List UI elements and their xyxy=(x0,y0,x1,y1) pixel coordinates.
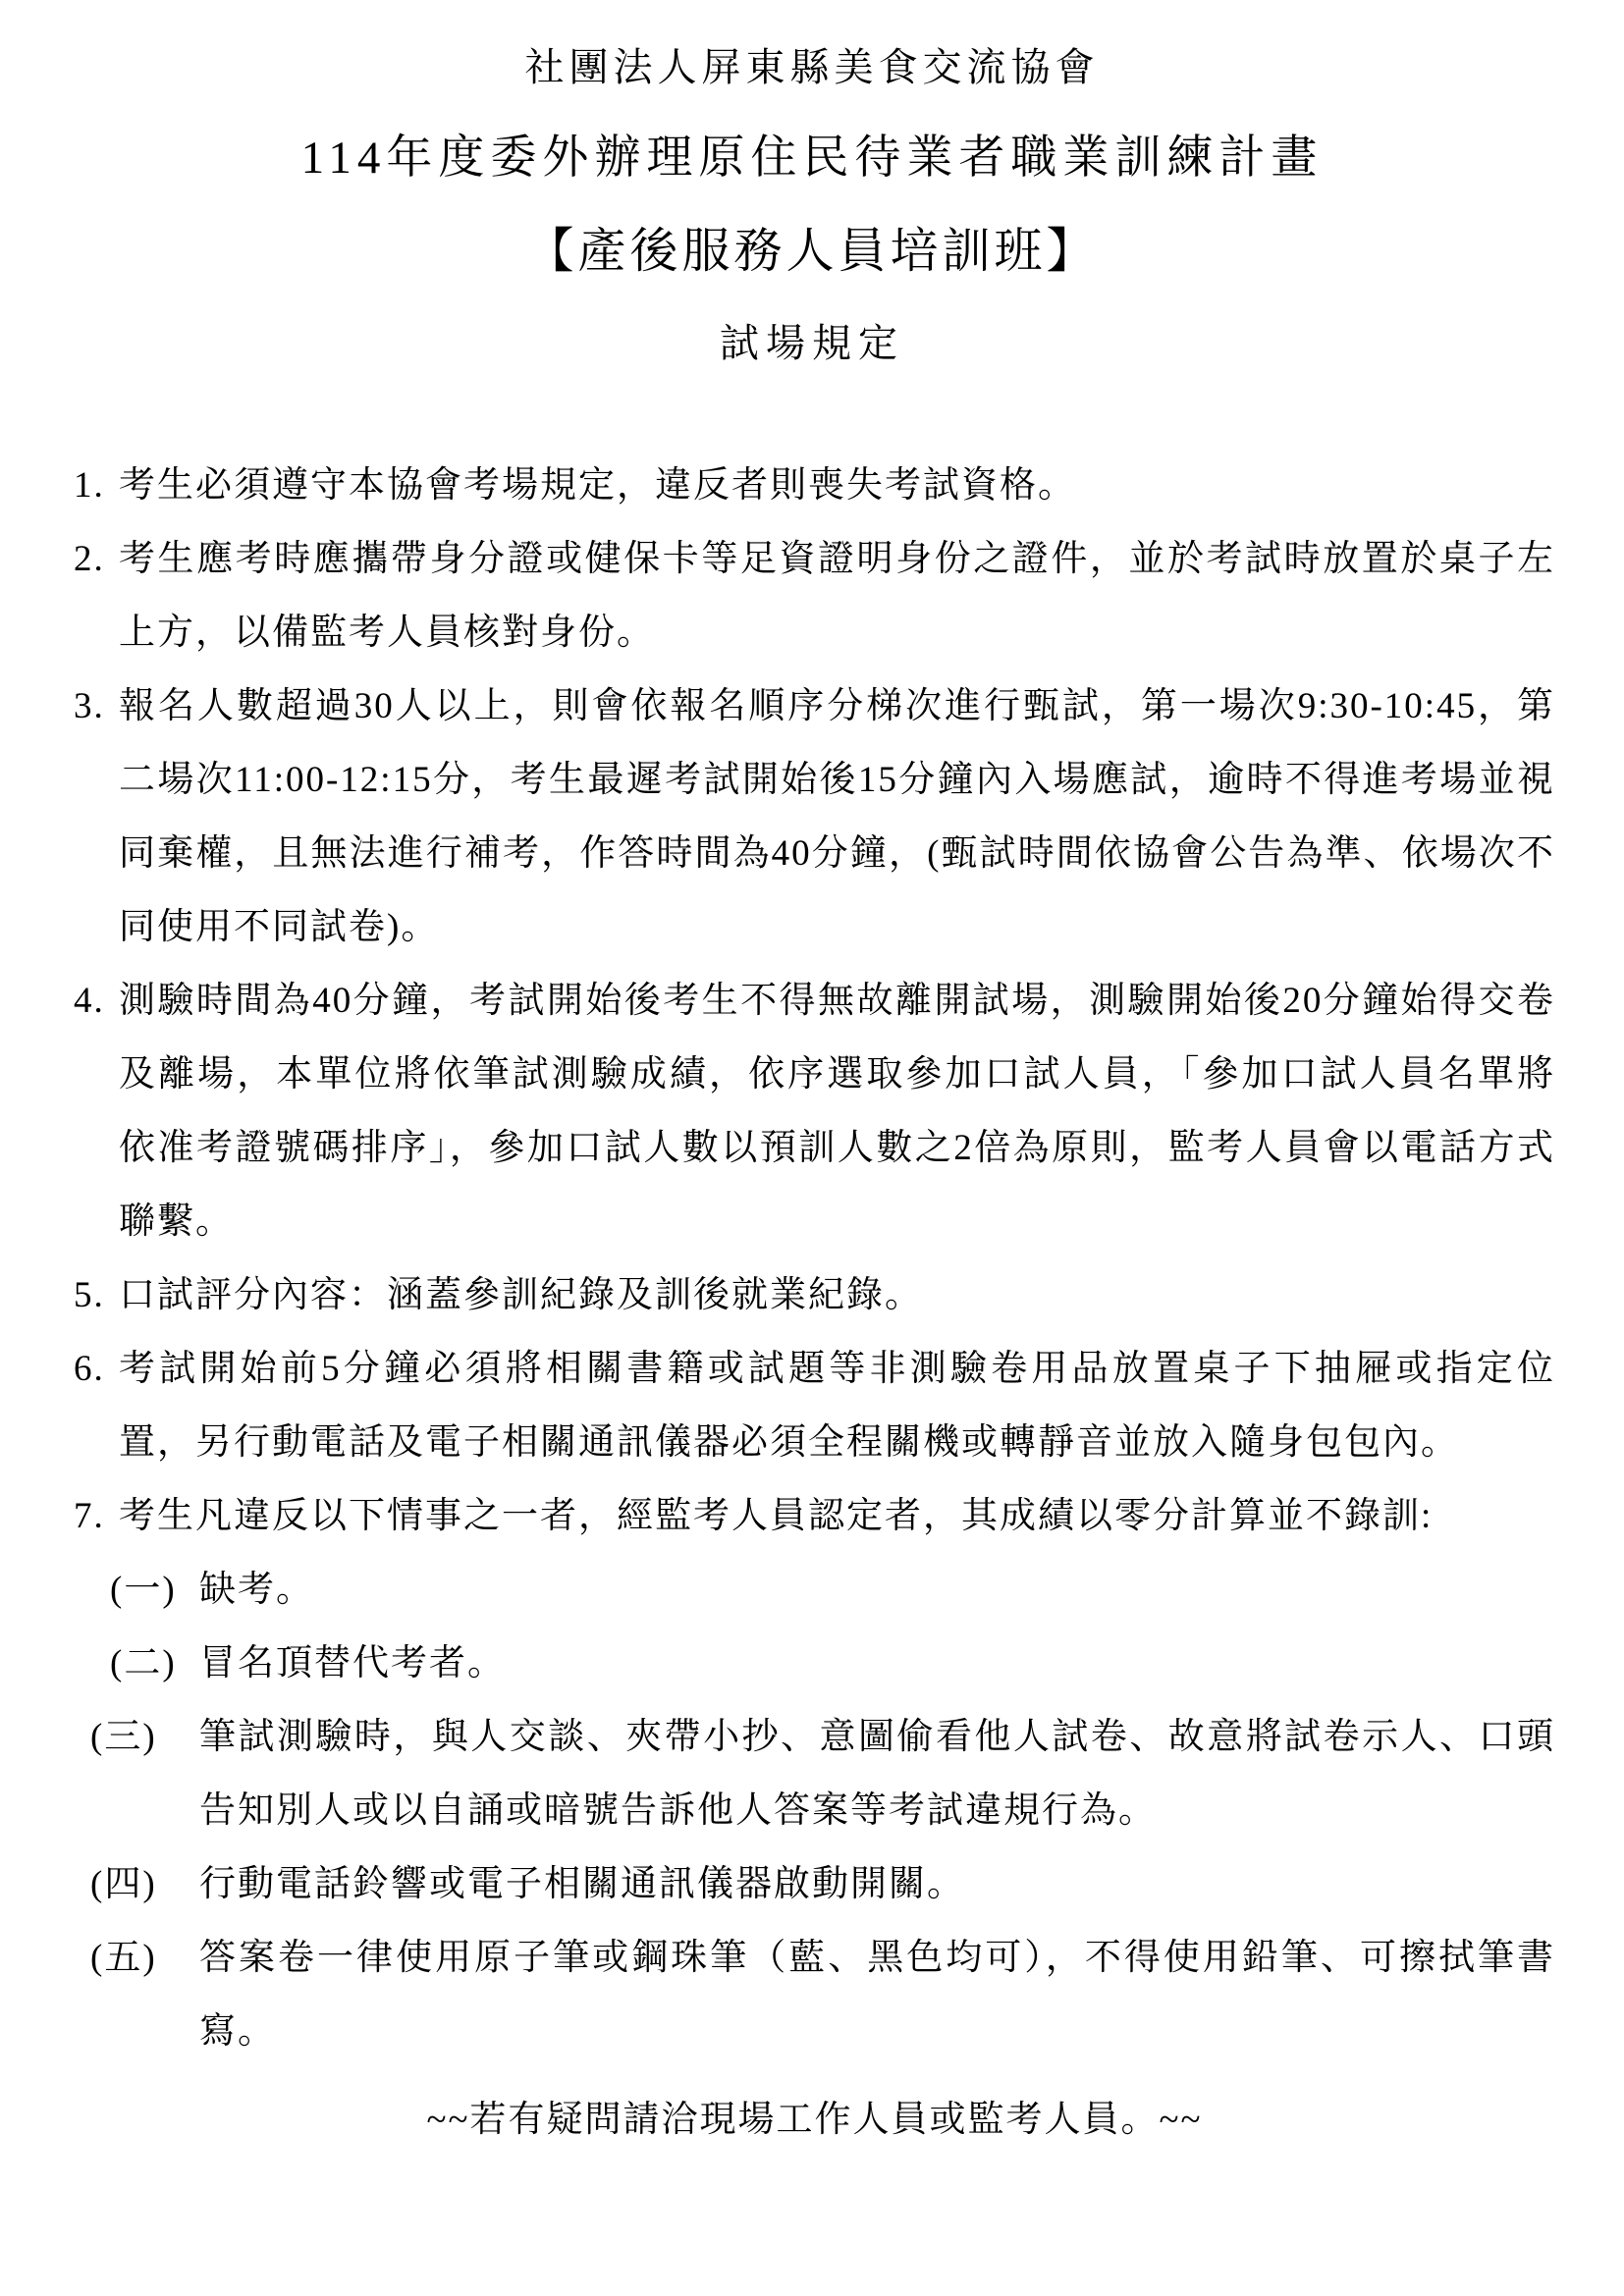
doc-title: 試場規定 xyxy=(720,321,904,366)
sub-rule-text: 缺考。 xyxy=(199,1570,314,1611)
rule-number: 5. xyxy=(74,1275,105,1316)
sub-rule-label: (三) xyxy=(90,1717,157,1758)
rule-text: 考試開始前5分鐘必須將相關書籍或試題等非測驗卷用品放置桌子下抽屜或指定位置，另行動電話及電子相關通訊儀器必須全程關機或轉靜音並放入隨身包包內。 xyxy=(119,1349,1555,1464)
sub-rule-text: 答案卷一律使用原子筆或鋼珠筆（藍、黑色均可），不得使用鉛筆、可擦拭筆書寫。 xyxy=(199,1938,1555,2053)
footer-note: ~~若有疑問請洽現場工作人員或監考人員。~~ xyxy=(426,2100,1203,2141)
org-name: 社團法人屏東縣美食交流協會 xyxy=(524,45,1100,89)
rule-item xyxy=(74,1258,1555,1332)
sub-rule-label: (二) xyxy=(110,1643,177,1684)
sub-rule-label: (四) xyxy=(90,1864,157,1905)
sub-rule-item xyxy=(74,1921,1555,2068)
rule-text: 報名人數超過30人以上，則會依報名順序分梯次進行甄試，第一場次9:30-10:45，第二場次11:00-12:15分，考生最遲考試開始後15分鐘內入場應試，逾時不得進考場並視同棄權，且無法進行補考，作答時間為40分鐘，(甄試時間依協會公告為準、依場次不同使用不同試卷)。 xyxy=(119,686,1555,948)
rule-number: 4. xyxy=(74,981,105,1022)
rule-number: 6. xyxy=(74,1349,105,1390)
rule-text: 考生必須遵守本協會考場規定，違反者則喪失考試資格。 xyxy=(119,465,1076,507)
rule-item xyxy=(74,1332,1555,1479)
sub-rule-item xyxy=(74,1553,1555,1627)
rule-number: 2. xyxy=(74,539,105,580)
program-title: 114年度委外辦理原住民待業者職業訓練計畫 xyxy=(300,133,1324,184)
class-name: 【產後服務人員培訓班】 xyxy=(525,224,1099,279)
rule-text: 測驗時間為40分鐘，考試開始後考生不得無故離開試場，測驗開始後20分鐘始得交卷及離場，本單位將依筆試測驗成績，依序選取參加口試人員，「參加口試人員名單將依准考證號碼排序」，參加口試人數以預訓人數之2倍為原則，監考人員會以電話方式聯繫。 xyxy=(119,981,1555,1243)
rules-list xyxy=(74,449,1555,2068)
sub-rule-text: 冒名頂替代考者。 xyxy=(199,1643,506,1684)
sub-rule-label: (一) xyxy=(110,1570,177,1611)
document-header xyxy=(0,44,1624,367)
sub-rule-text: 行動電話鈴響或電子相關通訊儀器啟動開關。 xyxy=(199,1864,965,1905)
rule-text: 口試評分內容：涵蓋參訓紀錄及訓後就業紀錄。 xyxy=(119,1275,923,1316)
rule-text: 考生凡違反以下情事之一者，經監考人員認定者，其成績以零分計算並不錄訓: xyxy=(119,1496,1434,1537)
sub-rule-item xyxy=(74,1627,1555,1700)
sub-rule-label: (五) xyxy=(90,1938,157,1979)
rule-item xyxy=(74,449,1555,522)
sub-rule-item xyxy=(74,1700,1555,1847)
rule-item xyxy=(74,964,1555,1258)
rule-number: 3. xyxy=(74,686,105,727)
rule-item xyxy=(74,522,1555,669)
rule-number: 1. xyxy=(74,465,105,507)
rule-item xyxy=(74,669,1555,964)
rule-number: 7. xyxy=(74,1496,105,1537)
rule-item xyxy=(74,1479,1555,1553)
sub-rule-text: 筆試測驗時，與人交談、夾帶小抄、意圖偷看他人試卷、故意將試卷示人、口頭告知別人或以自誦或暗號告訴他人答案等考試違規行為。 xyxy=(199,1717,1555,1832)
rule-text: 考生應考時應攜帶身分證或健保卡等足資證明身份之證件，並於考試時放置於桌子左上方，以備監考人員核對身份。 xyxy=(119,539,1555,654)
sub-rule-item xyxy=(74,1847,1555,1921)
